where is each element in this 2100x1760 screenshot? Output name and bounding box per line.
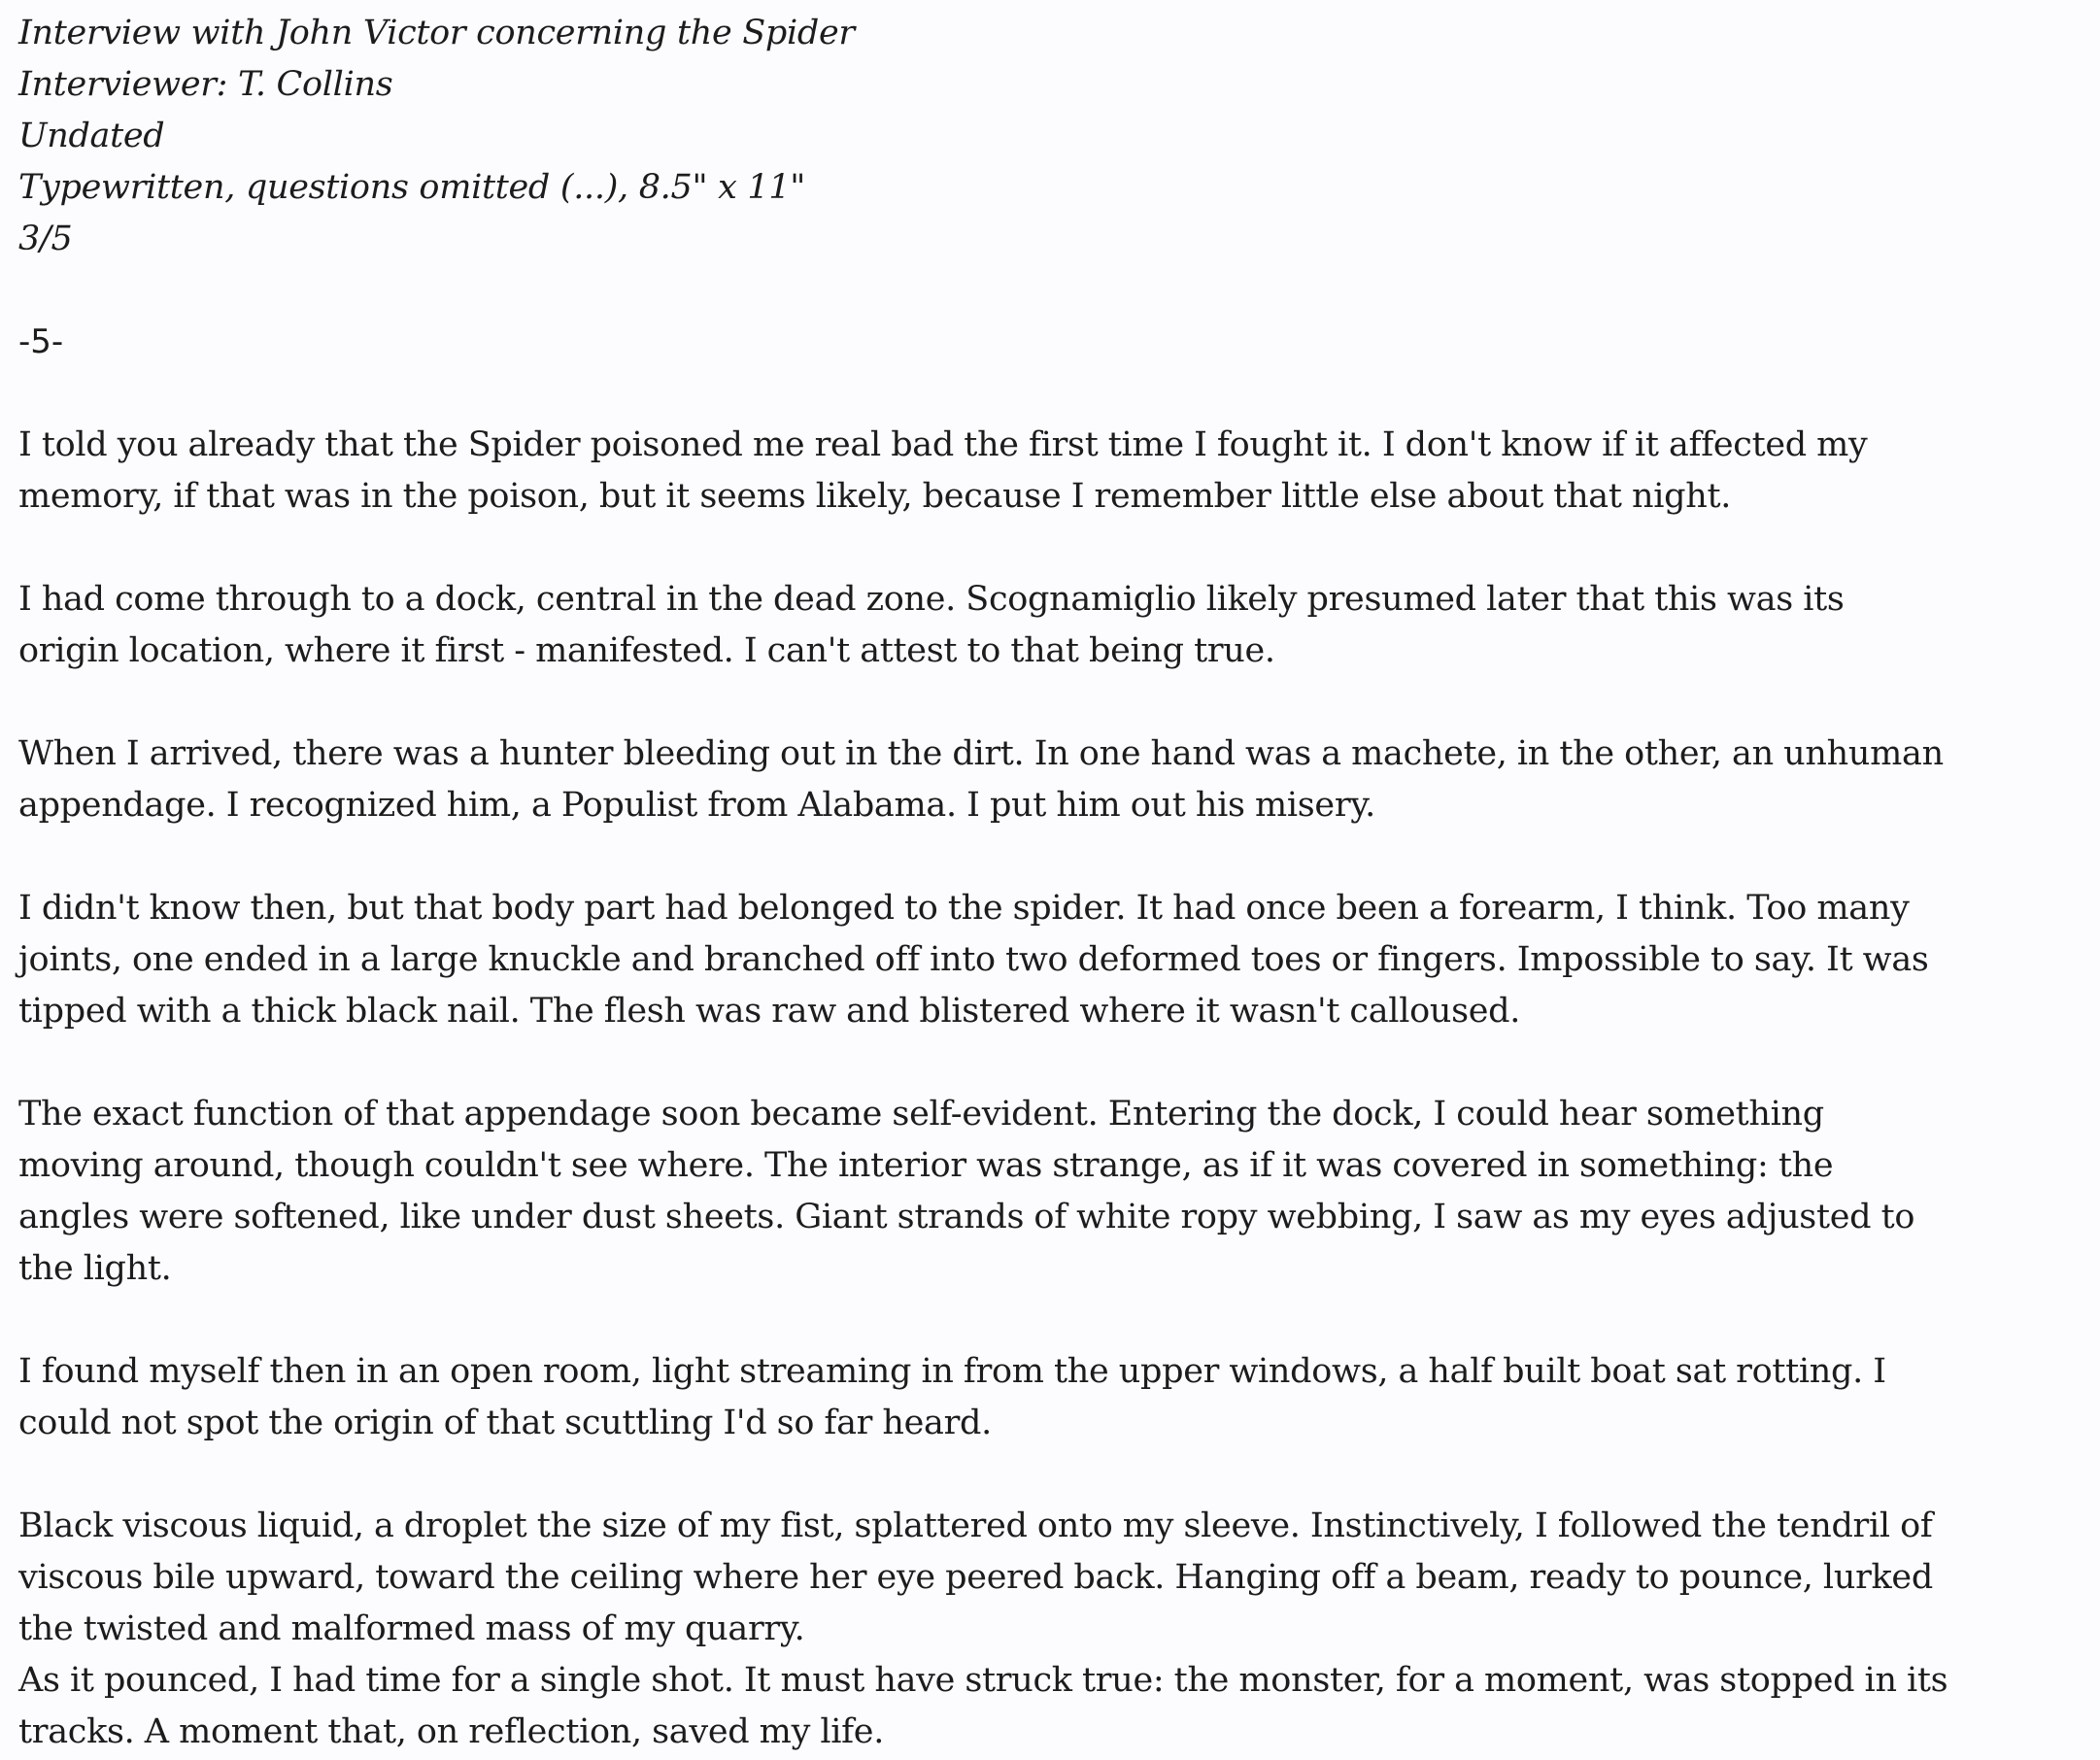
paragraph-line: I had come through to a dock, central in the dead zone. Scognamiglio likely presumed later that this was its (18, 580, 1845, 619)
paragraph-line: tracks. A moment that, on reflection, saved my life. (18, 1712, 885, 1751)
paragraph-line: I didn't know then, but that body part had belonged to the spider. It had once been a forearm, I think. Too many (18, 889, 1910, 928)
paragraph-line: I told you already that the Spider poisoned me real bad the first time I fought it. I don't know if it affected my (18, 425, 1868, 464)
part-line: 3/5 (18, 220, 73, 258)
paragraph (18, 574, 2083, 677)
paragraph (18, 1501, 2083, 1655)
paragraph (18, 420, 2083, 523)
paragraph (18, 1655, 2083, 1758)
interviewer-line: Interviewer: T. Collins (18, 65, 393, 104)
paragraph-line: could not spot the origin of that scuttling I'd so far heard. (18, 1404, 992, 1442)
paragraph (18, 1346, 2083, 1449)
paragraph-line: angles were softened, like under dust sheets. Giant strands of white ropy webbing, I saw as my eyes adjusted to (18, 1198, 1915, 1236)
paragraph (18, 1089, 2083, 1295)
date-line: Undated (18, 117, 165, 155)
paragraph-line: memory, if that was in the poison, but it seems likely, because I remember little else about that night. (18, 477, 1732, 516)
paragraph-line: appendage. I recognized him, a Populist from Alabama. I put him out his misery. (18, 786, 1375, 825)
paragraph-line: I found myself then in an open room, light streaming in from the upper windows, a half built boat sat rotting. I (18, 1352, 1886, 1391)
paragraph-line: When I arrived, there was a hunter bleeding out in the dirt. In one hand was a machete, in the other, an unhuman (18, 734, 1944, 773)
page-number: -5- (18, 322, 64, 361)
paragraph-line: Black viscous liquid, a droplet the size of my fist, splattered onto my sleeve. Instinctively, I followed the tendril of (18, 1506, 1933, 1545)
paragraph-line: tipped with a thick black nail. The flesh was raw and blistered where it wasn't calloused. (18, 992, 1521, 1031)
body-text (18, 420, 2083, 1758)
format-line: Typewritten, questions omitted (...), 8.5" x 11" (18, 168, 806, 207)
paragraph-line: viscous bile upward, toward the ceiling where her eye peered back. Hanging off a beam, ready to pounce, lurked (18, 1558, 1933, 1597)
paragraph (18, 883, 2083, 1037)
paragraph-line: the twisted and malformed mass of my quarry. (18, 1609, 805, 1648)
paragraph-line: the light. (18, 1249, 172, 1288)
paragraph-line: joints, one ended in a large knuckle and branched off into two deformed toes or fingers. Impossible to say. It was (18, 940, 1929, 979)
paragraph-line: moving around, though couldn't see where. The interior was strange, as if it was covered in something: the (18, 1146, 1834, 1185)
paragraph (18, 728, 2083, 831)
paragraph-line: As it pounced, I had time for a single shot. It must have struck true: the monster, for a moment, was stopped in its (18, 1661, 1948, 1700)
paragraph-line: origin location, where it first - manifested. I can't attest to that being true. (18, 631, 1275, 670)
paragraph-line: The exact function of that appendage soon became self-evident. Entering the dock, I could hear something (18, 1095, 1824, 1134)
document-title: Interview with John Victor concerning the Spider (18, 14, 855, 52)
